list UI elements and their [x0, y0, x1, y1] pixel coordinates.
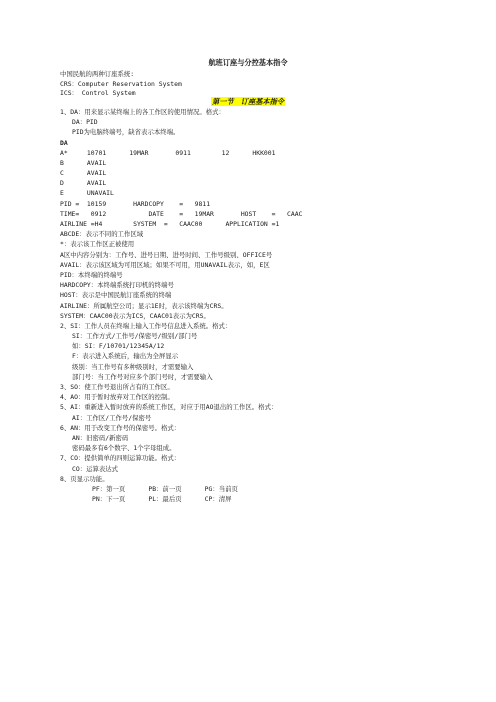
section-heading: 第一节 订座基本指令: [212, 97, 284, 106]
text-line: 中国民航的两种订座系统:: [60, 70, 135, 78]
text-line: 8、页显示功能。: [60, 475, 109, 483]
text-line: DA：PID: [72, 118, 98, 126]
text-line: F：表示进入系统后，输出为全屏显示: [72, 352, 179, 360]
text-line: *：表示该工作区正被使用: [60, 240, 135, 248]
command-line: DA: [60, 139, 68, 147]
text-line: HARDCOPY：本终端系统打印机的终端号: [60, 281, 174, 289]
text-line: ABCDE：表示不同的工作区域: [60, 230, 144, 238]
document-title: 航班订座与分控基本指令: [208, 58, 288, 67]
text-line: SI：工作方式/工作号/保密号/级别/部门号: [72, 332, 198, 340]
text-line: PID为电脑终端号，缺省表示本终端。: [72, 128, 180, 136]
text-line: A区中内容分别为：工作号、进号日期、进号时间、工作号级别、OFFICE号: [60, 251, 273, 259]
output-line: TIME= 0912 DATE = 19MAR HOST = CAAC: [60, 210, 303, 218]
output-line: C AVAIL: [60, 169, 107, 177]
text-line: ICS： Control System: [60, 89, 136, 97]
text-line: PN：下一页 PL：最后页 CP：清屏: [92, 495, 232, 503]
output-line: PID = 10159 HARDCOPY = 9811: [60, 200, 211, 208]
text-line: SYSTEM：CAAC00表示为ICS，CAAC01表示为CRS。: [60, 312, 210, 320]
text-line: PF：第一页 PB：前一页 PG：当前页: [92, 485, 238, 493]
output-line: AIRLINE =H4 SYSTEM = CAAC00 APPLICATION =1: [60, 220, 280, 228]
text-line: 部门号：当工作号对应多个部门号时，才需要输入: [72, 373, 213, 381]
text-line: AN：旧密码/新密码: [72, 434, 129, 442]
text-line: 3、SO：使工作号退出所占有的工作区。: [60, 383, 174, 391]
text-line: 2、SI：工作人员在终端上输入工作号信息进入系统。格式：: [60, 322, 232, 330]
text-line: AIRLINE：所属航空公司；显示1E时，表示该终端为CRS。: [60, 302, 228, 310]
output-line: D AVAIL: [60, 179, 107, 187]
text-line: 6、AN：用于改变工作号的保密号。格式：: [60, 424, 181, 432]
text-line: 4、AO：用于暂时放弃对工作区的控制。: [60, 393, 174, 401]
text-line: 7、CO：提供简单的四则运算功能。格式：: [60, 454, 181, 462]
text-line: 如：SI：F/10701/12345A/12: [72, 342, 165, 350]
text-line: 1、DA：用来显示某终端上的各工作区的使用情况。格式：: [60, 108, 225, 116]
text-line: AVAIL：表示该区域为可用区域；如果不可用，用UNAVAIL表示，如，E区: [60, 261, 270, 269]
text-line: HOST：表示是中国民航订座系统的终端: [60, 291, 172, 299]
text-line: 5、AI：重新进入暂时放弃的系统工作区，对应于用AO退出的工作区。格式：: [60, 403, 278, 411]
text-line: CO：运算表达式: [72, 465, 119, 473]
text-line: 级别：当工作号有多种级别时，才需要输入: [72, 363, 194, 371]
text-line: AI：工作区/工作号/保密号: [72, 414, 152, 422]
text-line: CRS：Computer Reservation System: [60, 80, 182, 88]
output-line: E UNAVAIL: [60, 189, 114, 197]
output-line: A* 10701 19MAR 0911 12 HKK001: [60, 149, 276, 157]
text-line: PID：本终端的终端号: [60, 271, 123, 279]
text-line: 密码最多有6个数字、1个字母组成。: [72, 444, 176, 452]
output-line: B AVAIL: [60, 159, 107, 167]
